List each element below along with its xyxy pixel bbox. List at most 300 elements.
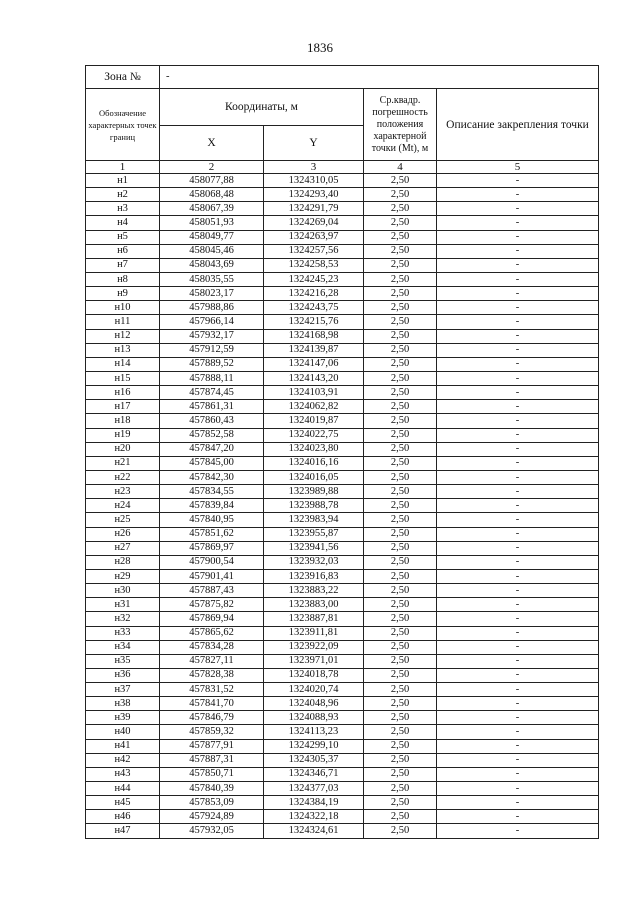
table-row [86, 470, 599, 484]
description-cell: - [437, 188, 599, 202]
y-cell: 1324016,05 [264, 470, 364, 484]
error-cell: 2,50 [364, 202, 437, 216]
error-cell: 2,50 [364, 428, 437, 442]
error-cell: 2,50 [364, 188, 437, 202]
error-cell: 2,50 [364, 258, 437, 272]
table-row [86, 654, 599, 668]
point-cell: н13 [86, 343, 160, 357]
y-cell: 1323989,88 [264, 485, 364, 499]
point-cell: н45 [86, 796, 160, 810]
description-cell: - [437, 725, 599, 739]
error-cell: 2,50 [364, 272, 437, 286]
point-cell: н32 [86, 612, 160, 626]
point-cell: н36 [86, 668, 160, 682]
x-cell: 458043,69 [160, 258, 264, 272]
error-cell: 2,50 [364, 683, 437, 697]
description-cell: - [437, 329, 599, 343]
error-cell: 2,50 [364, 555, 437, 569]
error-cell: 2,50 [364, 782, 437, 796]
point-cell: н39 [86, 711, 160, 725]
column-numbers-row [86, 161, 599, 174]
error-cell: 2,50 [364, 569, 437, 583]
table-row [86, 258, 599, 272]
x-cell: 458077,88 [160, 174, 264, 188]
x-cell: 457924,89 [160, 810, 264, 824]
table-row [86, 640, 599, 654]
x-cell: 457834,55 [160, 485, 264, 499]
y-cell: 1324215,76 [264, 315, 364, 329]
error-cell: 2,50 [364, 343, 437, 357]
table-row [86, 244, 599, 258]
description-cell: - [437, 216, 599, 230]
header-error: Ср.квадр. погрешность положения характерной точки (Mt), м [364, 89, 437, 161]
point-cell: н1 [86, 174, 160, 188]
error-cell: 2,50 [364, 753, 437, 767]
y-cell: 1323883,22 [264, 584, 364, 598]
x-cell: 457887,43 [160, 584, 264, 598]
error-cell: 2,50 [364, 598, 437, 612]
x-cell: 457887,31 [160, 753, 264, 767]
y-cell: 1324147,06 [264, 357, 364, 371]
x-cell: 457966,14 [160, 315, 264, 329]
error-cell: 2,50 [364, 527, 437, 541]
table-row [86, 711, 599, 725]
point-cell: н26 [86, 527, 160, 541]
point-cell: н29 [86, 569, 160, 583]
description-cell: - [437, 810, 599, 824]
y-cell: 1324324,61 [264, 824, 364, 838]
point-cell: н22 [86, 470, 160, 484]
point-cell: н3 [86, 202, 160, 216]
point-cell: н30 [86, 584, 160, 598]
x-cell: 457932,05 [160, 824, 264, 838]
point-cell: н46 [86, 810, 160, 824]
point-cell: н35 [86, 654, 160, 668]
table-row [86, 315, 599, 329]
x-cell: 457827,11 [160, 654, 264, 668]
table-row [86, 188, 599, 202]
table-body [86, 174, 599, 839]
table-row [86, 400, 599, 414]
point-cell: н28 [86, 555, 160, 569]
error-cell: 2,50 [364, 725, 437, 739]
description-cell: - [437, 414, 599, 428]
table-row [86, 796, 599, 810]
table-row [86, 598, 599, 612]
description-cell: - [437, 470, 599, 484]
description-cell: - [437, 824, 599, 838]
description-cell: - [437, 626, 599, 640]
table-row [86, 725, 599, 739]
error-cell: 2,50 [364, 612, 437, 626]
y-cell: 1323983,94 [264, 513, 364, 527]
table-row [86, 555, 599, 569]
point-cell: н20 [86, 442, 160, 456]
x-cell: 457901,41 [160, 569, 264, 583]
y-cell: 1324103,91 [264, 386, 364, 400]
y-cell: 1323955,87 [264, 527, 364, 541]
y-cell: 1323988,78 [264, 499, 364, 513]
error-cell: 2,50 [364, 414, 437, 428]
point-cell: н40 [86, 725, 160, 739]
table-row [86, 753, 599, 767]
column-number: 1 [86, 161, 160, 174]
description-cell: - [437, 371, 599, 385]
x-cell: 457831,52 [160, 683, 264, 697]
y-cell: 1324048,96 [264, 697, 364, 711]
y-cell: 1324377,03 [264, 782, 364, 796]
table-row [86, 810, 599, 824]
x-cell: 457840,39 [160, 782, 264, 796]
table-row [86, 513, 599, 527]
table-row [86, 541, 599, 555]
error-cell: 2,50 [364, 315, 437, 329]
error-cell: 2,50 [364, 357, 437, 371]
table-row [86, 782, 599, 796]
error-cell: 2,50 [364, 244, 437, 258]
y-cell: 1324305,37 [264, 753, 364, 767]
x-cell: 457874,45 [160, 386, 264, 400]
point-cell: н12 [86, 329, 160, 343]
point-cell: н14 [86, 357, 160, 371]
x-cell: 457841,70 [160, 697, 264, 711]
page-number: 1836 [307, 40, 333, 55]
description-cell: - [437, 711, 599, 725]
zone-row [86, 66, 599, 89]
y-cell: 1324020,74 [264, 683, 364, 697]
error-cell: 2,50 [364, 287, 437, 301]
header-row [86, 89, 599, 126]
point-cell: н38 [86, 697, 160, 711]
error-cell: 2,50 [364, 499, 437, 513]
x-cell: 457853,09 [160, 796, 264, 810]
y-cell: 1324293,40 [264, 188, 364, 202]
x-cell: 457869,94 [160, 612, 264, 626]
y-cell: 1324062,82 [264, 400, 364, 414]
x-cell: 458023,17 [160, 287, 264, 301]
y-cell: 1324245,23 [264, 272, 364, 286]
description-cell: - [437, 386, 599, 400]
description-cell: - [437, 739, 599, 753]
description-cell: - [437, 287, 599, 301]
x-cell: 457845,00 [160, 456, 264, 470]
table-row [86, 485, 599, 499]
point-cell: н42 [86, 753, 160, 767]
y-cell: 1324139,87 [264, 343, 364, 357]
error-cell: 2,50 [364, 767, 437, 781]
y-cell: 1323911,81 [264, 626, 364, 640]
error-cell: 2,50 [364, 485, 437, 499]
table-row [86, 428, 599, 442]
error-cell: 2,50 [364, 626, 437, 640]
table-row [86, 499, 599, 513]
y-cell: 1324216,28 [264, 287, 364, 301]
description-cell: - [437, 598, 599, 612]
error-cell: 2,50 [364, 824, 437, 838]
table-row [86, 329, 599, 343]
description-cell: - [437, 272, 599, 286]
table-row [86, 626, 599, 640]
error-cell: 2,50 [364, 230, 437, 244]
error-cell: 2,50 [364, 541, 437, 555]
zone-value: - [160, 66, 599, 89]
description-cell: - [437, 569, 599, 583]
point-cell: н27 [86, 541, 160, 555]
description-cell: - [437, 244, 599, 258]
point-cell: н15 [86, 371, 160, 385]
point-cell: н21 [86, 456, 160, 470]
y-cell: 1323932,03 [264, 555, 364, 569]
x-cell: 458051,93 [160, 216, 264, 230]
error-cell: 2,50 [364, 711, 437, 725]
header-y: Y [264, 126, 364, 161]
point-cell: н10 [86, 301, 160, 315]
y-cell: 1324310,05 [264, 174, 364, 188]
error-cell: 2,50 [364, 654, 437, 668]
error-cell: 2,50 [364, 442, 437, 456]
description-cell: - [437, 767, 599, 781]
error-cell: 2,50 [364, 810, 437, 824]
description-cell: - [437, 612, 599, 626]
y-cell: 1323883,00 [264, 598, 364, 612]
table-row [86, 824, 599, 838]
y-cell: 1324291,79 [264, 202, 364, 216]
header-coordinates: Координаты, м [160, 89, 364, 126]
x-cell: 458035,55 [160, 272, 264, 286]
point-cell: н41 [86, 739, 160, 753]
y-cell: 1323941,56 [264, 541, 364, 555]
description-cell: - [437, 442, 599, 456]
x-cell: 457888,11 [160, 371, 264, 385]
description-cell: - [437, 456, 599, 470]
point-cell: н17 [86, 400, 160, 414]
table-row [86, 683, 599, 697]
x-cell: 457839,84 [160, 499, 264, 513]
x-cell: 457846,79 [160, 711, 264, 725]
y-cell: 1324022,75 [264, 428, 364, 442]
table-row [86, 287, 599, 301]
x-cell: 458067,39 [160, 202, 264, 216]
column-number: 5 [437, 161, 599, 174]
y-cell: 1324269,04 [264, 216, 364, 230]
x-cell: 457842,30 [160, 470, 264, 484]
error-cell: 2,50 [364, 386, 437, 400]
description-cell: - [437, 202, 599, 216]
x-cell: 457869,97 [160, 541, 264, 555]
x-cell: 457850,71 [160, 767, 264, 781]
x-cell: 457851,62 [160, 527, 264, 541]
point-cell: н4 [86, 216, 160, 230]
description-cell: - [437, 782, 599, 796]
x-cell: 458049,77 [160, 230, 264, 244]
error-cell: 2,50 [364, 668, 437, 682]
table-row [86, 343, 599, 357]
y-cell: 1323916,83 [264, 569, 364, 583]
description-cell: - [437, 230, 599, 244]
point-cell: н2 [86, 188, 160, 202]
error-cell: 2,50 [364, 371, 437, 385]
description-cell: - [437, 357, 599, 371]
column-number: 2 [160, 161, 264, 174]
table-row [86, 767, 599, 781]
point-cell: н9 [86, 287, 160, 301]
point-cell: н44 [86, 782, 160, 796]
x-cell: 457932,17 [160, 329, 264, 343]
error-cell: 2,50 [364, 697, 437, 711]
point-cell: н34 [86, 640, 160, 654]
point-cell: н7 [86, 258, 160, 272]
table-row [86, 612, 599, 626]
x-cell: 457912,59 [160, 343, 264, 357]
x-cell: 457865,62 [160, 626, 264, 640]
x-cell: 457847,20 [160, 442, 264, 456]
error-cell: 2,50 [364, 456, 437, 470]
description-cell: - [437, 796, 599, 810]
header-description: Описание закрепления точки [437, 89, 599, 161]
y-cell: 1324257,56 [264, 244, 364, 258]
x-cell: 457988,86 [160, 301, 264, 315]
description-cell: - [437, 499, 599, 513]
error-cell: 2,50 [364, 329, 437, 343]
header-x: X [160, 126, 264, 161]
x-cell: 457840,95 [160, 513, 264, 527]
description-cell: - [437, 697, 599, 711]
description-cell: - [437, 584, 599, 598]
description-cell: - [437, 513, 599, 527]
y-cell: 1324168,98 [264, 329, 364, 343]
x-cell: 457834,28 [160, 640, 264, 654]
point-cell: н5 [86, 230, 160, 244]
description-cell: - [437, 640, 599, 654]
x-cell: 458045,46 [160, 244, 264, 258]
error-cell: 2,50 [364, 513, 437, 527]
error-cell: 2,50 [364, 470, 437, 484]
x-cell: 457828,38 [160, 668, 264, 682]
table-row [86, 442, 599, 456]
table-row [86, 414, 599, 428]
point-cell: н16 [86, 386, 160, 400]
description-cell: - [437, 541, 599, 555]
y-cell: 1324322,18 [264, 810, 364, 824]
description-cell: - [437, 753, 599, 767]
description-cell: - [437, 527, 599, 541]
y-cell: 1324263,97 [264, 230, 364, 244]
point-cell: н24 [86, 499, 160, 513]
x-cell: 457900,54 [160, 555, 264, 569]
table-row [86, 584, 599, 598]
point-cell: н19 [86, 428, 160, 442]
description-cell: - [437, 428, 599, 442]
y-cell: 1324016,16 [264, 456, 364, 470]
error-cell: 2,50 [364, 400, 437, 414]
table-row [86, 386, 599, 400]
table-row [86, 739, 599, 753]
point-cell: н33 [86, 626, 160, 640]
error-cell: 2,50 [364, 301, 437, 315]
point-cell: н6 [86, 244, 160, 258]
x-cell: 458068,48 [160, 188, 264, 202]
error-cell: 2,50 [364, 796, 437, 810]
description-cell: - [437, 301, 599, 315]
y-cell: 1323887,81 [264, 612, 364, 626]
y-cell: 1324088,93 [264, 711, 364, 725]
zone-label: Зона № [86, 66, 160, 89]
x-cell: 457859,32 [160, 725, 264, 739]
coordinates-table [85, 65, 599, 839]
y-cell: 1323971,01 [264, 654, 364, 668]
point-cell: н43 [86, 767, 160, 781]
table-row [86, 216, 599, 230]
error-cell: 2,50 [364, 739, 437, 753]
table-row [86, 371, 599, 385]
table-row [86, 230, 599, 244]
x-cell: 457861,31 [160, 400, 264, 414]
column-number: 3 [264, 161, 364, 174]
description-cell: - [437, 555, 599, 569]
y-cell: 1324113,23 [264, 725, 364, 739]
x-cell: 457852,58 [160, 428, 264, 442]
table-row [86, 569, 599, 583]
table-row [86, 202, 599, 216]
column-number: 4 [364, 161, 437, 174]
y-cell: 1323922,09 [264, 640, 364, 654]
y-cell: 1324258,53 [264, 258, 364, 272]
error-cell: 2,50 [364, 640, 437, 654]
point-cell: н23 [86, 485, 160, 499]
description-cell: - [437, 654, 599, 668]
x-cell: 457875,82 [160, 598, 264, 612]
description-cell: - [437, 485, 599, 499]
point-cell: н47 [86, 824, 160, 838]
y-cell: 1324243,75 [264, 301, 364, 315]
description-cell: - [437, 668, 599, 682]
point-cell: н8 [86, 272, 160, 286]
table-row [86, 301, 599, 315]
point-cell: н18 [86, 414, 160, 428]
description-cell: - [437, 400, 599, 414]
point-cell: н25 [86, 513, 160, 527]
description-cell: - [437, 174, 599, 188]
y-cell: 1324384,19 [264, 796, 364, 810]
point-cell: н37 [86, 683, 160, 697]
y-cell: 1324019,87 [264, 414, 364, 428]
description-cell: - [437, 315, 599, 329]
y-cell: 1324346,71 [264, 767, 364, 781]
error-cell: 2,50 [364, 174, 437, 188]
description-cell: - [437, 258, 599, 272]
header-designation: Обозначение характерных точек границ [86, 89, 160, 161]
x-cell: 457860,43 [160, 414, 264, 428]
table-row [86, 697, 599, 711]
y-cell: 1324143,20 [264, 371, 364, 385]
table-row [86, 272, 599, 286]
point-cell: н11 [86, 315, 160, 329]
y-cell: 1324023,80 [264, 442, 364, 456]
description-cell: - [437, 683, 599, 697]
error-cell: 2,50 [364, 584, 437, 598]
description-cell: - [437, 343, 599, 357]
x-cell: 457889,52 [160, 357, 264, 371]
table-row [86, 527, 599, 541]
y-cell: 1324018,78 [264, 668, 364, 682]
table-row [86, 456, 599, 470]
table-row [86, 357, 599, 371]
table-row [86, 174, 599, 188]
error-cell: 2,50 [364, 216, 437, 230]
table-row [86, 668, 599, 682]
point-cell: н31 [86, 598, 160, 612]
x-cell: 457877,91 [160, 739, 264, 753]
